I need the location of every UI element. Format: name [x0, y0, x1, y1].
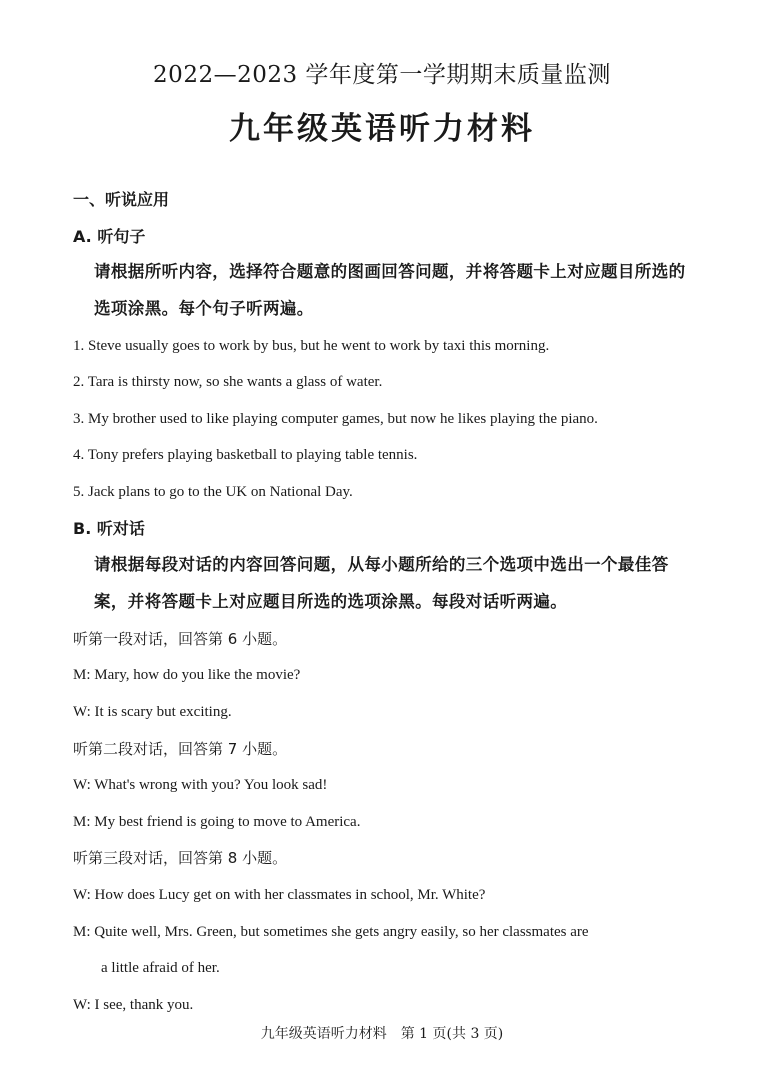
- part-heading: 一、听说应用: [73, 190, 170, 209]
- section-a-instruction-line1: 请根据所听内容，选择符合题意的图画回答问题，并将答题卡上对应题目所选的: [94, 262, 686, 281]
- sentence-5: 5. Jack plans to go to the UK on National Day.: [73, 484, 353, 500]
- section-b-instruction-line1: 请根据每段对话的内容回答问题，从每小题所给的三个选项中选出一个最佳答: [94, 555, 669, 574]
- dialogue-2-line: W: What's wrong with you? You look sad!: [73, 777, 328, 793]
- section-a-label: A. 听句子: [73, 227, 146, 246]
- dialogue-1-line: W: It is scary but exciting.: [73, 704, 232, 720]
- sentence-1: 1. Steve usually goes to work by bus, but he went to work by taxi this morning.: [73, 338, 550, 354]
- section-b-instruction-line2: 案，并将答题卡上对应题目所选的选项涂黑。每段对话听两遍。: [94, 592, 568, 611]
- exam-title: 2022—2023 学年度第一学期期末质量监测: [153, 62, 611, 88]
- dialogue-3-line: W: How does Lucy get on with her classmates in school, Mr. White?: [73, 887, 486, 903]
- dialogue-3-intro: 听第三段对话，回答第 8 小题。: [73, 849, 288, 867]
- section-a-instruction-line2: 选项涂黑。每个句子听两遍。: [94, 299, 314, 318]
- dialogue-3-line-continuation: a little afraid of her.: [101, 960, 220, 976]
- document-title: 九年级英语听力材料: [229, 111, 535, 147]
- sentence-3: 3. My brother used to like playing computer games, but now he likes playing the piano.: [73, 411, 598, 427]
- page-footer: 九年级英语听力材料 第 1 页(共 3 页): [260, 1026, 504, 1042]
- dialogue-2-line: M: My best friend is going to move to America.: [73, 814, 361, 830]
- dialogue-3-line: W: I see, thank you.: [73, 997, 194, 1013]
- dialogue-1-line: M: Mary, how do you like the movie?: [73, 667, 301, 683]
- sentence-4: 4. Tony prefers playing basketball to playing table tennis.: [73, 447, 418, 463]
- dialogue-2-intro: 听第二段对话，回答第 7 小题。: [73, 740, 288, 758]
- dialogue-1-intro: 听第一段对话，回答第 6 小题。: [73, 630, 288, 648]
- section-b-label: B. 听对话: [73, 519, 145, 538]
- dialogue-3-line: M: Quite well, Mrs. Green, but sometimes she gets angry easily, so her classmates are: [73, 924, 589, 940]
- sentence-2: 2. Tara is thirsty now, so she wants a glass of water.: [73, 374, 383, 390]
